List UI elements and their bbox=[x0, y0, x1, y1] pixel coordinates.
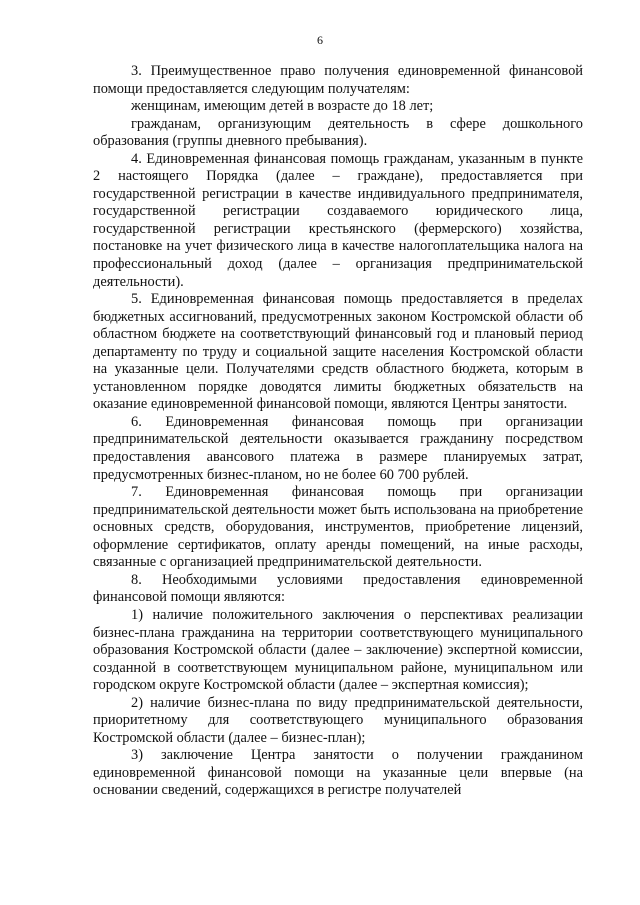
paragraph-8: 8. Необходимыми условиями предоставления единовременной финансовой помощи являются: bbox=[93, 571, 583, 606]
paragraph-3-item-preschool: гражданам, организующим деятельность в сфере дошкольного образования (группы дневного пребывания). bbox=[93, 115, 583, 150]
paragraph-8-condition-3: 3) заключение Центра занятости о получении гражданином единовременной финансовой помощи на указанные цели впервые (на основании сведений, содержащихся в регистре получателей bbox=[93, 747, 583, 799]
paragraph-5: 5. Единовременная финансовая помощь предоставляется в пределах бюджетных ассигнований, предусмотренных законом Костромской области об областном бюджете на соответствующий финансовый год и плановый период департаменту по труду и социальной защите населения Костромской области на указанные цели. Получателями средств областного бюджета, которым в установленном порядке доводятся лимиты бюджетных обязательств на оказание единовременной финансовой помощи, являются Центры занятости. bbox=[93, 291, 583, 413]
paragraph-3-item-women: женщинам, имеющим детей в возрасте до 18 лет; bbox=[131, 98, 434, 115]
document-body bbox=[93, 63, 583, 800]
paragraph-4: 4. Единовременная финансовая помощь гражданам, указанным в пункте 2 настоящего Порядка (далее – граждане), предоставляется при государственной регистрации в качестве индивидуального предпринимателя, государственной регистрации создаваемого юридического лица, государственной регистрации крестьянского (фермерского) хозяйства, постановке на учет физического лица в качестве налогоплательщика налога на профессиональный доход (далее – организация предпринимательской деятельности). bbox=[93, 150, 583, 290]
page-number: 6 bbox=[317, 33, 323, 47]
paragraph-3: 3. Преимущественное право получения единовременной финансовой помощи предоставляется следующим получателям: bbox=[93, 63, 583, 97]
paragraph-7: 7. Единовременная финансовая помощь при организации предпринимательской деятельности может быть использована на приобретение основных средств, оборудования, инструментов, приобретение лицензий, оформление сертификатов, оплату аренды помещений, на иные расходы, связанные с организацией предпринимательской деятельности. bbox=[93, 484, 583, 571]
paragraph-8-condition-2: 2) наличие бизнес-плана по виду предпринимательской деятельности, приоритетному для соответствующего муниципального образования Костромской области (далее – бизнес-план); bbox=[93, 694, 583, 746]
paragraph-6: 6. Единовременная финансовая помощь при организации предпринимательской деятельности оказывается гражданину посредством предоставления авансового платежа в размере планируемых затрат, предусмотренных бизнес-планом, но не более 60 700 рублей. bbox=[93, 413, 583, 483]
paragraph-8-condition-1: 1) наличие положительного заключения о перспективах реализации бизнес-плана гражданина на территории соответствующего муниципального образования Костромской области (далее – заключение) экспертной комиссии, созданной в соответствующем муниципальном районе, муниципальном или городском округе Костромской области (далее – экспертная комиссия); bbox=[93, 606, 583, 694]
